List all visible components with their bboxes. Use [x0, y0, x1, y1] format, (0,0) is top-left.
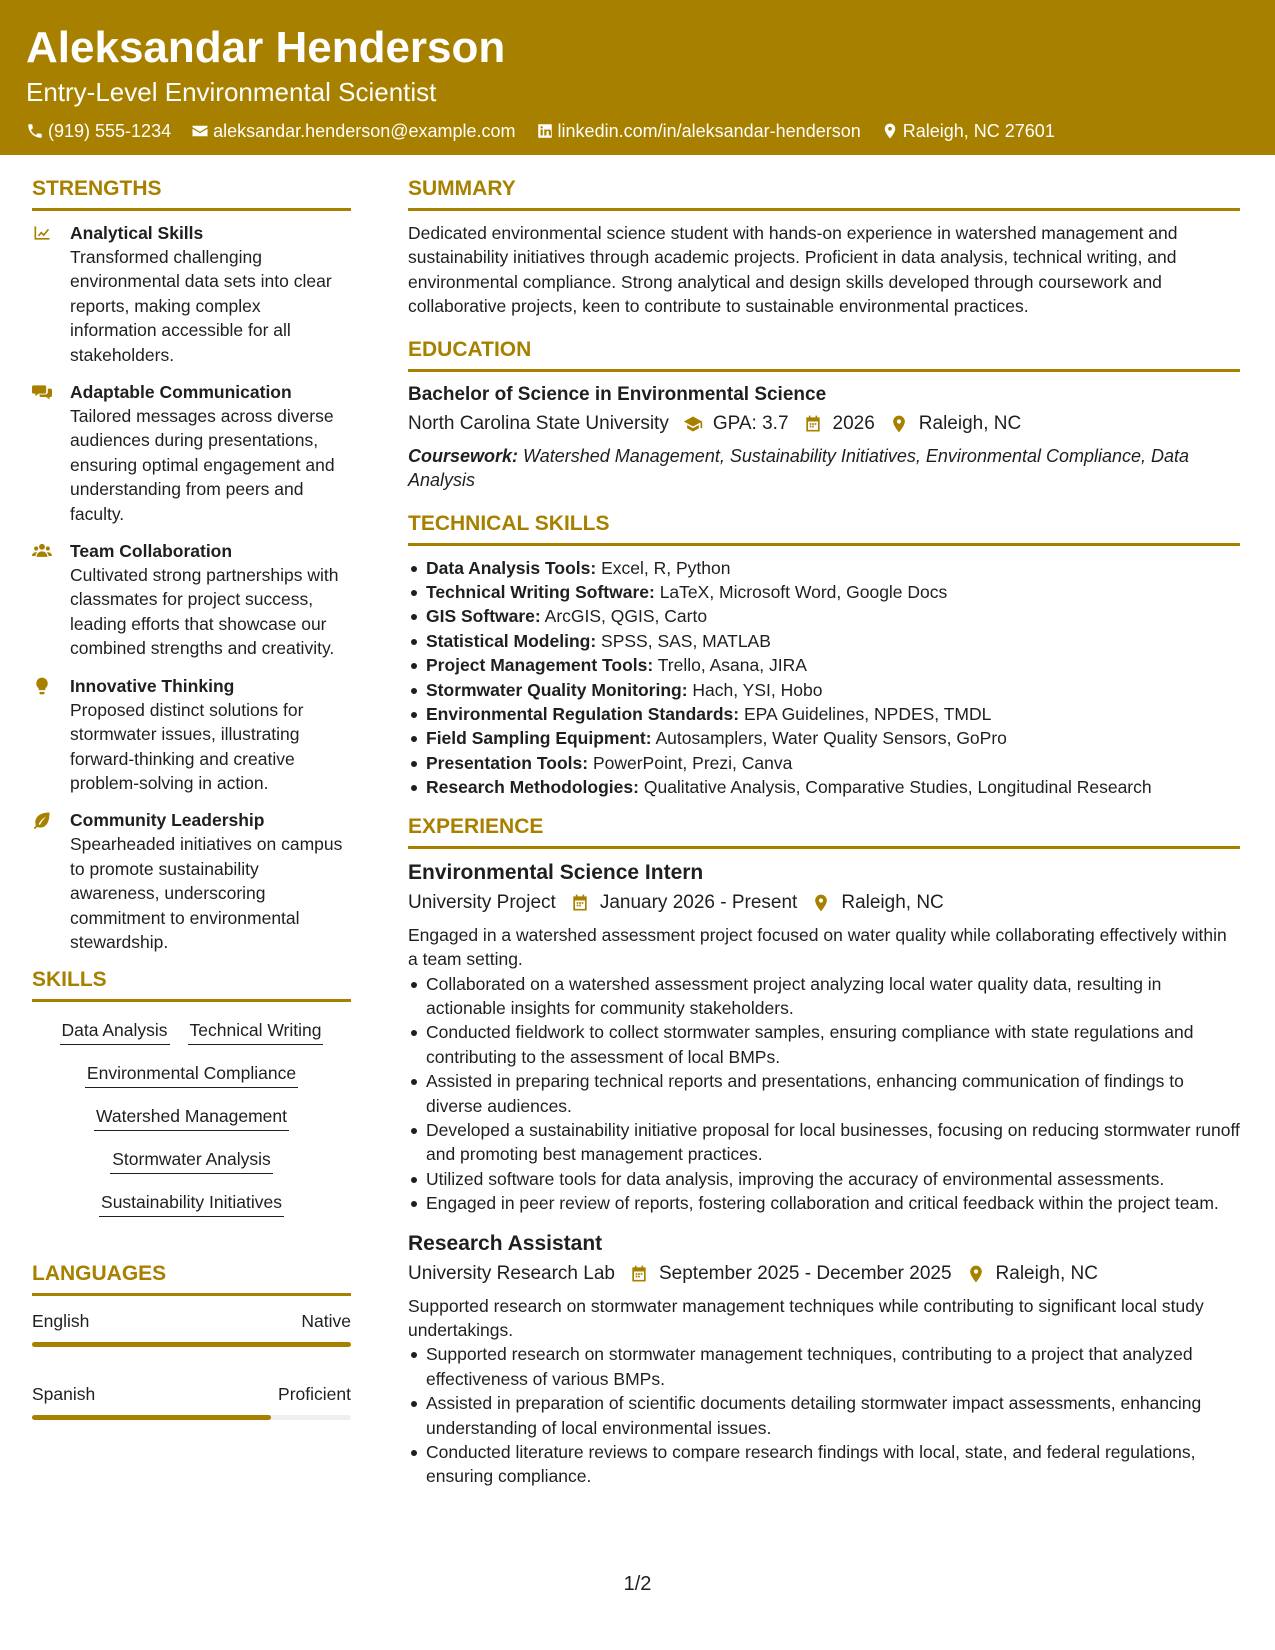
skill-category: Presentation Tools: [426, 752, 589, 773]
language-proficiency-bar [32, 1415, 351, 1420]
list-item [408, 726, 1240, 750]
graduation-cap-icon [683, 414, 703, 434]
skills-list [32, 1012, 351, 1217]
job-entry [408, 859, 1240, 1216]
skill-category: Environmental Regulation Standards: [426, 704, 740, 725]
degree-title: Bachelor of Science in Environmental Science [408, 383, 827, 405]
summary-heading: SUMMARY [408, 176, 1240, 211]
list-item: Assisted in preparing technical reports and presentations, enhancing communication of findings to diverse audiences. [408, 1069, 1240, 1118]
list-item: Collaborated on a watershed assessment project analyzing local water quality data, resulting in actionable insights for community stakeholders. [408, 972, 1240, 1021]
list-item: Conducted literature reviews to compare research findings with local, state, and federal regulations, ensuring compliance. [408, 1440, 1240, 1489]
list-item: Developed a sustainability initiative proposal for local businesses, focusing on reducing stormwater runoff and promoting best management practices. [408, 1118, 1240, 1167]
contact-phone[interactable] [26, 120, 171, 142]
candidate-title: Entry-Level Environmental Scientist [26, 77, 437, 107]
strength-desc: Spearheaded initiatives on campus to promote sustainability awareness, underscoring commitment to environmental stewardship. [70, 834, 343, 952]
skill-category: Stormwater Quality Monitoring: [426, 679, 688, 700]
skill-values: Qualitative Analysis, Comparative Studies, Longitudinal Research [643, 777, 1152, 798]
map-marker-icon [881, 122, 899, 140]
skill-values: Excel, R, Python [601, 557, 731, 578]
school-name: North Carolina State University [408, 412, 669, 434]
contact-linkedin[interactable] [536, 120, 861, 142]
page-indicator: 1/2 [623, 1573, 652, 1595]
technical-skills-list [408, 556, 1240, 800]
map-marker-icon [966, 1264, 986, 1284]
strength-item [32, 380, 351, 526]
job-dates: January 2026 - Present [599, 891, 798, 913]
summary-text: Dedicated environmental science student with hands-on experience in watershed management and sustainability initiatives through academic projects. Proficient in data analysis, technical writing, and environmental compliance. Strong analytical and design skills developed through coursework and collaborative projects, keen to contribute to sustainable environmental practices. [408, 223, 1178, 317]
skill-values: Trello, Asana, JIRA [657, 655, 807, 676]
skill-category: Statistical Modeling: [426, 630, 597, 651]
skill-tag: Watershed Management [94, 1104, 289, 1131]
skill-values: SPSS, SAS, MATLAB [601, 630, 771, 651]
job-description: Engaged in a watershed assessment project focused on water quality while collaborating effectively within a team setting. [408, 924, 1227, 970]
graduation-year: 2026 [832, 412, 875, 434]
comments-icon [32, 382, 52, 402]
job-dates: September 2025 - December 2025 [658, 1262, 952, 1284]
calendar-icon [803, 414, 823, 434]
job-description: Supported research on stormwater management techniques while contributing to significant local study undertakings. [408, 1295, 1204, 1340]
skill-tag: Technical Writing [188, 1018, 324, 1045]
list-item: Utilized software tools for data analysis, improving the accuracy of environmental assessments. [408, 1167, 1240, 1191]
job-org: University Project [408, 891, 556, 913]
strength-title: Innovative Thinking [70, 675, 235, 696]
experience-heading: EXPERIENCE [408, 814, 1240, 849]
skills-heading: SKILLS [32, 967, 351, 1002]
candidate-name: Aleksandar Henderson [26, 23, 506, 72]
list-item [408, 775, 1240, 799]
job-title: Environmental Science Intern [408, 860, 704, 884]
strength-item [32, 539, 351, 661]
coursework-list: Watershed Management, Sustainability Initiatives, Environmental Compliance, Data Analysis [408, 445, 1190, 491]
list-item [408, 653, 1240, 677]
calendar-icon [629, 1264, 649, 1284]
language-name: English [32, 1311, 90, 1332]
skill-category: Field Sampling Equipment: [426, 728, 652, 749]
education-heading: EDUCATION [408, 337, 1240, 372]
coursework-label: Coursework: [408, 445, 519, 466]
skill-tag: Stormwater Analysis [110, 1147, 273, 1174]
list-item [408, 556, 1240, 580]
phone-icon [26, 122, 44, 140]
job-meta [408, 1260, 1240, 1288]
skill-values: ArcGIS, QGIS, Carto [544, 606, 708, 627]
strength-item [32, 674, 351, 796]
job-location: Raleigh, NC [995, 1262, 1098, 1284]
phone-text: (919) 555-1234 [48, 121, 172, 141]
education-meta [408, 410, 1240, 438]
list-item: Assisted in preparation of scientific documents detailing stormwater impact assessments, enhancing understanding of local environmental issues. [408, 1391, 1240, 1440]
email-text: aleksandar.henderson@example.com [213, 121, 516, 141]
skill-tag: Environmental Compliance [85, 1061, 298, 1088]
language-name: Spanish [32, 1384, 96, 1405]
language-level: Native [301, 1311, 351, 1332]
job-location: Raleigh, NC [841, 891, 944, 913]
contact-location [881, 120, 1055, 142]
skill-category: Data Analysis Tools: [426, 557, 597, 578]
languages-list [32, 1310, 351, 1420]
resume-header [0, 0, 1275, 155]
job-title: Research Assistant [408, 1231, 603, 1255]
language-row [32, 1310, 351, 1332]
list-item [408, 751, 1240, 775]
strength-title: Adaptable Communication [70, 382, 292, 403]
language-proficiency-fill [32, 1415, 271, 1420]
strength-item [32, 221, 351, 367]
list-item [408, 678, 1240, 702]
map-marker-icon [889, 414, 909, 434]
languages-heading: LANGUAGES [32, 1261, 351, 1296]
envelope-icon [191, 122, 209, 140]
strength-desc: Tailored messages across diverse audiences during presentations, ensuring optimal engagement and understanding from peers and faculty. [70, 406, 335, 524]
skill-category: Project Management Tools: [426, 655, 654, 676]
skill-category: Research Methodologies: [426, 777, 639, 798]
strengths-list [32, 221, 351, 954]
language-proficiency-bar [32, 1342, 351, 1347]
chart-line-icon [32, 223, 52, 243]
linkedin-text: linkedin.com/in/aleksandar-henderson [557, 121, 861, 141]
skill-tag: Sustainability Initiatives [99, 1190, 284, 1217]
list-item: Engaged in peer review of reports, fostering collaboration and critical feedback within the project team. [408, 1191, 1240, 1215]
job-org: University Research Lab [408, 1262, 615, 1284]
technical-skills-heading: TECHNICAL SKILLS [408, 511, 1240, 546]
skill-values: LaTeX, Microsoft Word, Google Docs [659, 582, 948, 603]
strengths-heading: STRENGTHS [32, 176, 351, 211]
list-item [408, 604, 1240, 628]
skill-values: PowerPoint, Prezi, Canva [592, 752, 793, 773]
leaf-icon [32, 810, 52, 830]
location-text: Raleigh, NC 27601 [902, 121, 1055, 141]
contact-email[interactable] [191, 120, 515, 142]
list-item [408, 629, 1240, 653]
language-level: Proficient [278, 1384, 351, 1405]
skill-values: Hach, YSI, Hobo [692, 679, 823, 700]
job-meta [408, 889, 1240, 917]
job-bullets [408, 972, 1240, 1216]
users-icon [32, 541, 52, 561]
job-entry [408, 1230, 1240, 1489]
left-column [32, 176, 351, 1420]
contact-bar [26, 120, 1249, 142]
strength-item [32, 808, 351, 954]
gpa-text: GPA: 3.7 [712, 412, 789, 434]
language-row [32, 1383, 351, 1405]
skill-values: Autosamplers, Water Quality Sensors, GoPro [655, 728, 1007, 749]
coursework [408, 444, 1240, 493]
linkedin-icon [536, 122, 554, 140]
skill-category: GIS Software: [426, 606, 541, 627]
list-item: Supported research on stormwater management techniques, contributing to a project that analyzed effectiveness of various BMPs. [408, 1342, 1240, 1391]
skill-values: EPA Guidelines, NPDES, TMDL [743, 704, 992, 725]
strength-desc: Transformed challenging environmental data sets into clear reports, making complex information accessible for all stakeholders. [70, 247, 332, 365]
strength-title: Analytical Skills [70, 223, 204, 243]
map-marker-icon [811, 893, 831, 913]
job-bullets [408, 1342, 1240, 1488]
list-item: Conducted fieldwork to collect stormwater samples, ensuring compliance with state regulations and contributing to the assessment of local BMPs. [408, 1020, 1240, 1069]
education-location: Raleigh, NC [918, 412, 1022, 434]
skill-tag: Data Analysis [60, 1018, 170, 1045]
strength-desc: Cultivated strong partnerships with classmates for project success, leading efforts that showcase our combined strengths and creativity. [70, 565, 339, 659]
skill-category: Technical Writing Software: [426, 582, 655, 603]
lightbulb-icon [32, 676, 52, 696]
strength-desc: Proposed distinct solutions for stormwater issues, illustrating forward-thinking and creative problem-solving in action. [70, 699, 304, 793]
calendar-icon [570, 893, 590, 913]
strength-title: Community Leadership [70, 810, 265, 831]
list-item [408, 580, 1240, 604]
right-column [408, 176, 1240, 1489]
list-item [408, 702, 1240, 726]
language-proficiency-fill [32, 1342, 351, 1347]
strength-title: Team Collaboration [70, 541, 233, 562]
